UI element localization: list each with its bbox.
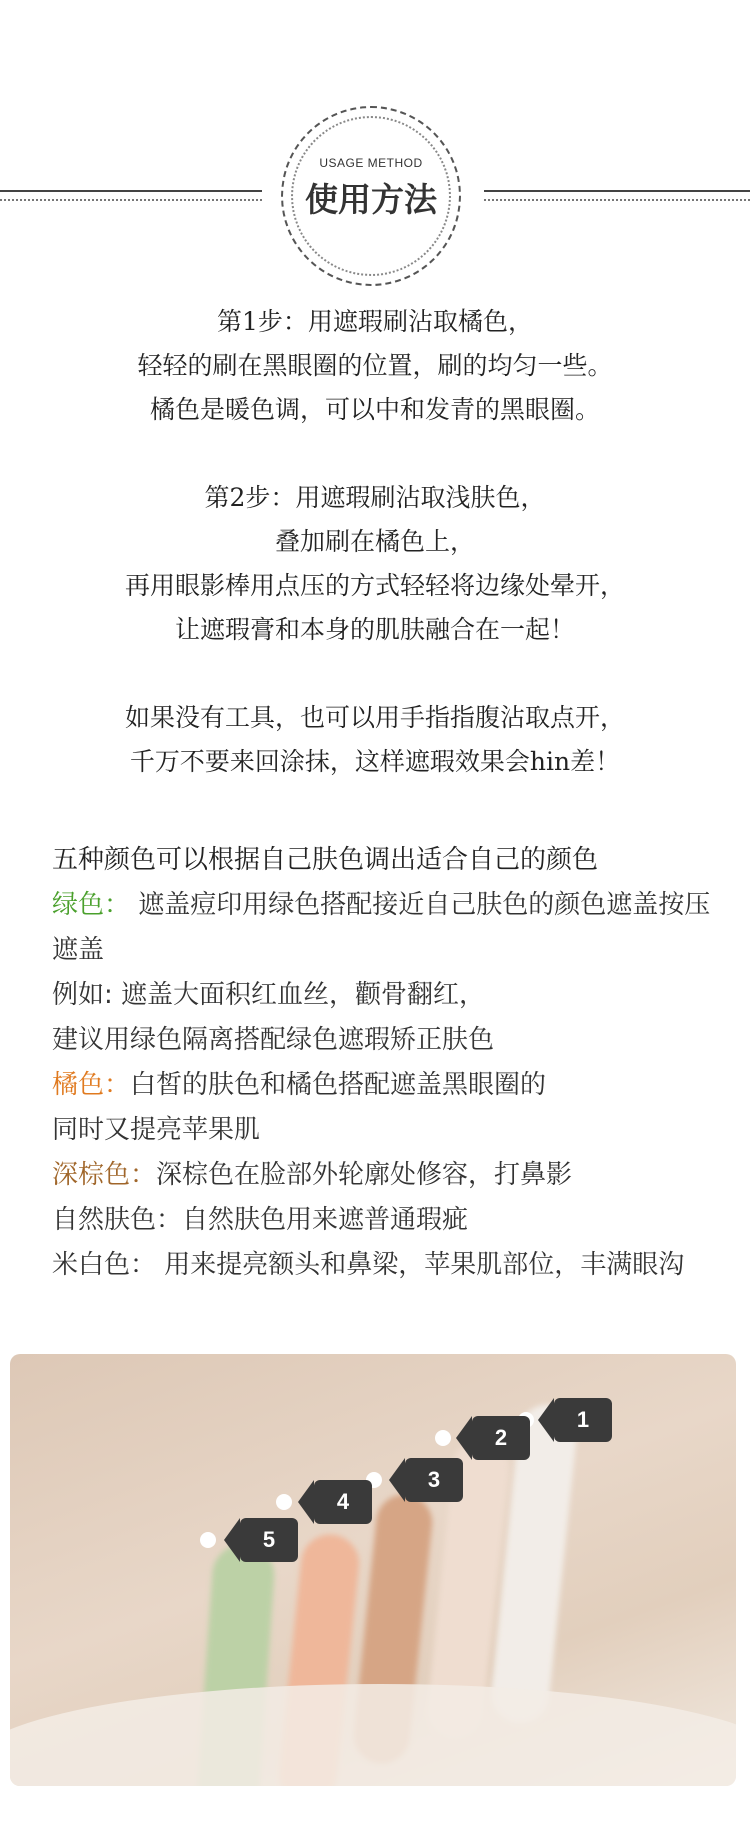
step-1 xyxy=(0,300,750,432)
marker-dot-4 xyxy=(276,1494,292,1510)
desc-title: 五种颜色可以根据自己肤色调出适合自己的颜色 xyxy=(52,845,599,875)
desc-orange xyxy=(52,1063,732,1108)
usage-steps xyxy=(0,300,750,828)
desc-green xyxy=(52,883,732,973)
cloth-fold xyxy=(10,1684,736,1786)
step-line: 千万不要来回涂抹，这样遮瑕效果会hin差！ xyxy=(129,747,621,776)
step-line: 轻轻的刷在黑眼圈的位置，刷的均匀一些。 xyxy=(137,351,613,380)
green-label: 绿色： xyxy=(52,890,131,920)
orange-label: 橘色： xyxy=(52,1070,131,1100)
natural-label: 自然肤色： xyxy=(52,1205,183,1235)
number-tag-1: 1 xyxy=(554,1398,612,1442)
step-line: 第2步：用遮瑕刷沾取浅肤色， xyxy=(204,483,546,512)
swatch-photo xyxy=(10,1354,736,1786)
tip xyxy=(0,696,750,784)
badge-title: 使用方法 xyxy=(305,180,437,219)
step-2 xyxy=(0,476,750,652)
desc-example-1: 例如: 遮盖大面积红血丝，颧骨翻红， xyxy=(52,980,486,1010)
step-line: 再用眼影棒用点压的方式轻轻将边缘处晕开， xyxy=(124,571,625,600)
white-text: 用来提亮额头和鼻梁，苹果肌部位，丰满眼沟 xyxy=(156,1250,685,1280)
header-rule-right xyxy=(484,190,750,201)
step-line: 第1步：用遮瑕刷沾取橘色， xyxy=(217,307,533,336)
step-line: 让遮瑕膏和本身的肌肤融合在一起！ xyxy=(174,615,575,644)
section-badge xyxy=(281,106,461,286)
desc-orange-2: 同时又提亮苹果肌 xyxy=(52,1115,261,1145)
brown-label: 深棕色： xyxy=(52,1160,157,1190)
desc-natural xyxy=(52,1198,732,1243)
badge-subtitle: USAGE METHOD xyxy=(319,156,423,170)
marker-dot-2 xyxy=(435,1430,451,1446)
number-tag-2: 2 xyxy=(472,1416,530,1460)
marker-dot-5 xyxy=(200,1532,216,1548)
green-text: 遮盖痘印用绿色搭配接近自己肤色的颜色遮盖按压遮盖 xyxy=(52,890,711,965)
number-tag-5: 5 xyxy=(240,1518,298,1562)
orange-text: 白皙的肤色和橘色搭配遮盖黑眼圈的 xyxy=(130,1070,547,1100)
desc-white xyxy=(52,1243,732,1288)
step-line: 叠加刷在橘色上， xyxy=(274,527,475,556)
color-descriptions xyxy=(52,838,732,1288)
desc-example-2: 建议用绿色隔离搭配绿色遮瑕矫正肤色 xyxy=(52,1025,495,1055)
header-rule-left xyxy=(0,190,262,201)
step-line: 如果没有工具，也可以用手指指腹沾取点开， xyxy=(124,703,625,732)
number-tag-4: 4 xyxy=(314,1480,372,1524)
step-line: 橘色是暖色调，可以中和发青的黑眼圈。 xyxy=(149,395,600,424)
desc-brown xyxy=(52,1153,732,1198)
brown-text: 深棕色在脸部外轮廓处修容，打鼻影 xyxy=(156,1160,573,1190)
natural-text: 自然肤色用来遮普通瑕疵 xyxy=(182,1205,469,1235)
number-tag-3: 3 xyxy=(405,1458,463,1502)
white-label: 米白色： xyxy=(52,1250,157,1280)
